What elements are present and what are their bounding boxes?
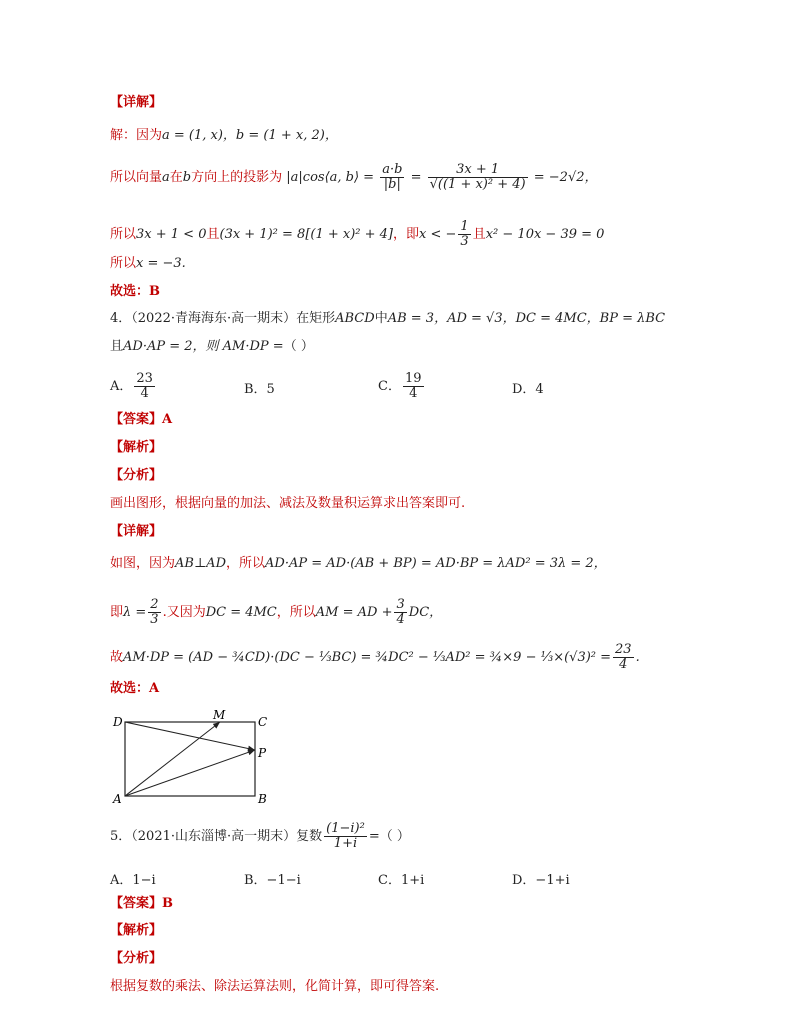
text: 且 <box>206 227 220 242</box>
math: ABCD <box>335 311 375 326</box>
frac-num: (1−i)² <box>326 821 365 836</box>
math: |a|cos⟨a, b⟩ = <box>286 170 375 185</box>
q4-stem-line-1 <box>110 310 665 328</box>
label-m: M <box>213 708 226 722</box>
math: AM = AD + <box>315 605 393 620</box>
math: b <box>182 170 192 185</box>
math: AB = 3，AD = √3，DC = 4MC，BP = λBC <box>387 311 666 326</box>
text: 在 <box>169 170 183 185</box>
text: ，所以 <box>276 605 316 620</box>
detail-heading: 【详解】 <box>110 95 163 110</box>
text: 所以向量 <box>110 170 163 185</box>
q3-solution-line-1 <box>110 127 338 145</box>
math: AD·AP = AD·(AB + BP) = AD·BP = λAD² = 3λ = 2， <box>265 556 607 571</box>
q3-solution-line-3 <box>110 220 604 249</box>
q3-solution-line-2 <box>110 163 598 192</box>
q5-option-d: D．−1+i <box>512 873 570 888</box>
q4-stem-line-2 <box>110 338 314 356</box>
frac-den: 4 <box>396 612 405 627</box>
frac-den: 4 <box>619 657 628 672</box>
q5-option-b: B．−1−i <box>244 873 301 888</box>
math: AM·DP = (AD − ¾CD)·(DC − ⅓BC) = ¾DC² − ⅓AD² = ¾×9 − ⅓×(√3)² = <box>123 650 612 665</box>
q4-choice: 故选：A <box>110 681 160 696</box>
q4-detail-heading: 【详解】 <box>110 524 163 539</box>
q3-choice: 故选：B <box>110 284 160 299</box>
frac-num: 19 <box>404 371 422 386</box>
q5-analysis-heading: 【解析】 <box>110 923 163 938</box>
math: a <box>162 170 170 185</box>
text: 所以 <box>110 227 137 242</box>
math: DC = 4MC <box>205 605 277 620</box>
q4-detail-line-2 <box>110 598 442 627</box>
frac-den: √((1 + x)² + 4) <box>429 177 526 192</box>
option-label: A． <box>110 379 133 394</box>
frac-den: 3 <box>460 234 469 249</box>
q4-option-a <box>110 372 157 401</box>
frac-num: 23 <box>615 642 632 657</box>
vector-ap <box>125 750 255 796</box>
q4-option-b: B．5 <box>244 382 275 397</box>
q4-option-c <box>378 372 426 401</box>
math: AD·AP = 2，则 AM·DP = <box>123 339 284 354</box>
text: 且 <box>110 339 124 354</box>
frac-num: 23 <box>136 371 153 386</box>
math: x² − 10x − 39 = 0 <box>485 227 605 242</box>
frac-den: 4 <box>409 386 418 401</box>
text: .又因为 <box>162 605 206 620</box>
fraction <box>458 220 470 249</box>
label-a: A <box>113 792 122 806</box>
label-b: B <box>258 792 267 806</box>
q4-analysis-heading: 【解析】 <box>110 440 163 455</box>
vector-am <box>125 722 220 796</box>
fraction <box>134 372 155 401</box>
math: = −2√2， <box>533 170 598 185</box>
frac-num: 3x + 1 <box>428 163 528 178</box>
text: 所以 <box>110 256 137 271</box>
q4-detail-line-3 <box>110 643 640 672</box>
text: 即 <box>110 605 124 620</box>
q4-option-d: D．4 <box>512 382 544 397</box>
math: (3x + 1)² = 8[(1 + x)² + 4] <box>219 227 394 242</box>
fraction <box>428 163 528 192</box>
math: 3x + 1 < 0 <box>136 227 207 242</box>
label-p: P <box>258 746 267 760</box>
option-label: C． <box>378 379 401 394</box>
rectangle <box>125 722 255 796</box>
rectangle-figure <box>110 708 280 808</box>
math: x < − <box>419 227 457 242</box>
text: 如图，因为 <box>110 556 176 571</box>
text: 方向上的投影为 <box>191 170 283 185</box>
label-d: D <box>113 715 123 729</box>
text: 中 <box>374 311 388 326</box>
text: ，所以 <box>226 556 266 571</box>
math: λ = <box>123 605 147 620</box>
text: ，即 <box>393 227 420 242</box>
text: 解：因为 <box>110 128 163 143</box>
frac-num: 1 <box>460 219 469 234</box>
math: DC， <box>408 605 443 620</box>
q4-detail-line-1 <box>110 555 607 573</box>
q3-solution-line-4 <box>110 255 186 273</box>
frac-den: 3 <box>150 612 159 627</box>
math: a = (1, x)，b = (1 + x, 2)， <box>162 128 338 143</box>
q4-answer: 【答案】A <box>110 412 173 427</box>
text: （ ） <box>283 339 314 354</box>
fraction <box>380 163 404 192</box>
math: x = −3. <box>136 256 186 271</box>
q5-answer: 【答案】B <box>110 896 173 911</box>
text: 且 <box>472 227 486 242</box>
fraction <box>324 822 367 851</box>
frac-den: 4 <box>140 386 149 401</box>
fraction <box>148 598 160 627</box>
q5-option-a: A．1−i <box>110 873 156 888</box>
frac-num: a·b <box>382 162 403 177</box>
frac-den: 1+i <box>333 836 358 851</box>
fraction <box>403 372 424 401</box>
label-c: C <box>258 715 268 729</box>
math: . <box>635 650 640 665</box>
q5-option-c: C．1+i <box>378 873 425 888</box>
math: = <box>410 170 422 185</box>
fraction <box>394 598 406 627</box>
q5-stem <box>110 822 410 851</box>
q4-fenxi-heading: 【分析】 <box>110 468 163 483</box>
frac-den: |b| <box>383 177 401 192</box>
text: 故 <box>110 650 124 665</box>
frac-num: 2 <box>150 597 159 612</box>
frac-num: 3 <box>396 597 405 612</box>
q5-fenxi-text: 根据复数的乘法、除法运算法则，化简计算，即可得答案. <box>110 979 440 994</box>
fraction <box>613 643 634 672</box>
q5-fenxi-heading: 【分析】 <box>110 951 163 966</box>
text: =（ ） <box>368 829 410 844</box>
text: 4．（2022·青海海东·高一期末）在矩形 <box>110 311 336 326</box>
text: 5．（2021·山东淄博·高一期末）复数 <box>110 829 323 844</box>
q4-fenxi-text: 画出图形，根据向量的加法、减法及数量积运算求出答案即可. <box>110 496 466 511</box>
math: AB⊥AD <box>175 556 226 571</box>
